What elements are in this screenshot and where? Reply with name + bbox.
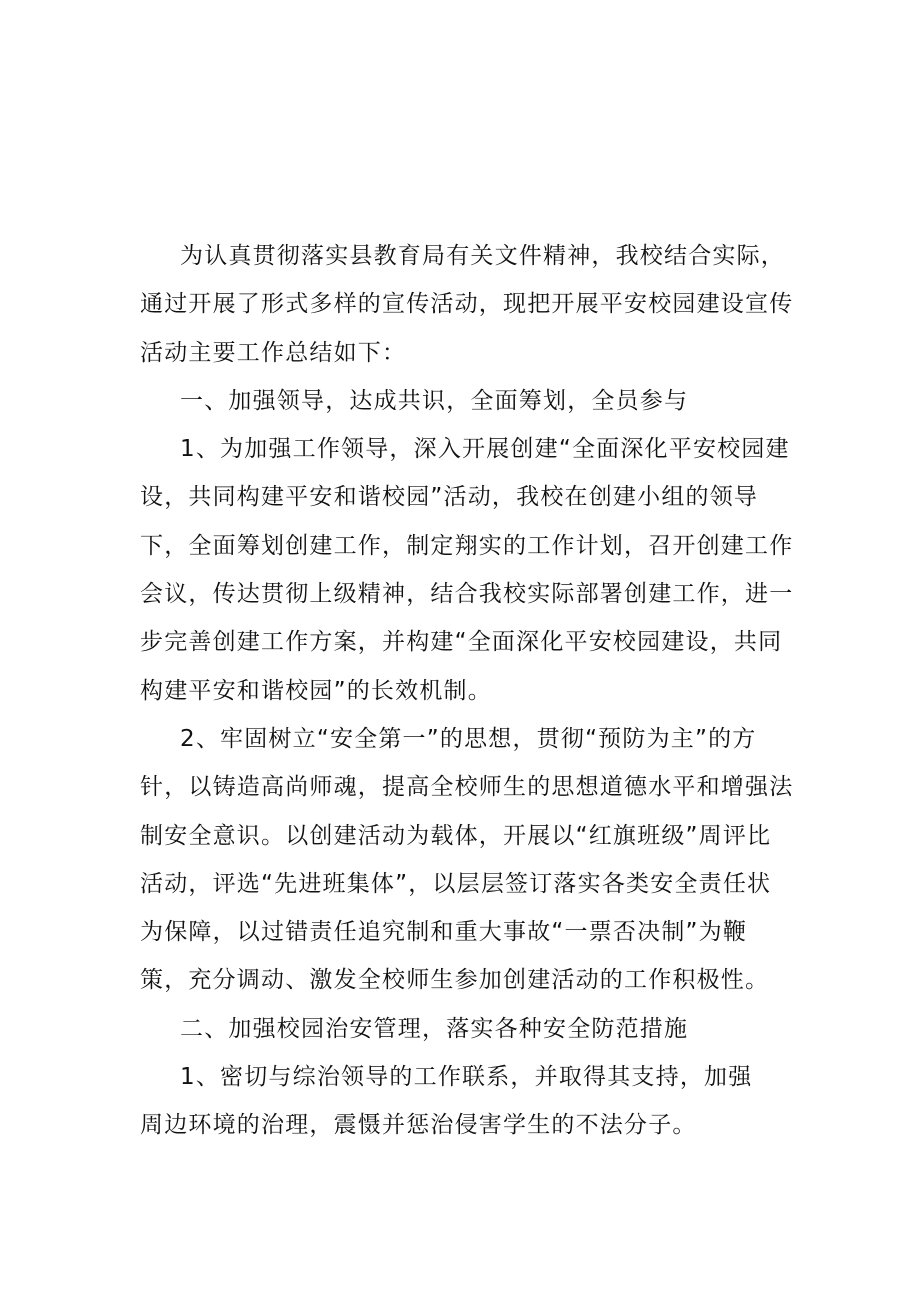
paragraph-line: 下，全面筹划创建工作，制定翔实的工作计划，召开创建工作: [140, 532, 794, 559]
paragraph-line: 周边环境的治理，震慑并惩治侵害学生的不法分子。: [140, 1112, 697, 1139]
paragraph-line: 为认真贯彻落实县教育局有关文件精神，我校结合实际，: [180, 243, 785, 269]
section-heading: 二、加强校园治安管理，落实各种安全防范措施: [180, 1015, 689, 1042]
item-paragraph-2-1: [140, 1053, 770, 1150]
paragraph-line: 1、为加强工作领导，深入开展创建“全面深化平安校园建: [180, 436, 790, 463]
paragraph-line: 活动，评选“先进班集体”，以层层签订落实各类安全责任状: [140, 870, 772, 897]
paragraph-line: 步完善创建工作方案，并构建“全面深化平安校园建设，共同: [140, 629, 783, 656]
paragraph-line: 2、牢固树立“安全第一”的思想，贯彻“预防为主”的方: [180, 725, 757, 752]
paragraph-line: 构建平安和谐校园”的长效机制。: [140, 677, 492, 704]
item-paragraph-1-1: [140, 425, 794, 715]
intro-paragraph: [140, 232, 794, 377]
paragraph-line: 为保障，以过错责任追究制和重大事故“一票否决制”为鞭: [140, 919, 748, 946]
paragraph-line: 活动主要工作总结如下：: [140, 339, 407, 366]
document-body: [140, 232, 794, 1150]
paragraph-line: 设，共同构建平安和谐校园”活动，我校在创建小组的领导: [140, 484, 759, 511]
section-heading-1: [140, 377, 770, 425]
paragraph-line: 会议，传达贯彻上级精神，结合我校实际部署创建工作，进一: [140, 581, 794, 608]
item-paragraph-1-2: [140, 715, 794, 1005]
paragraph-line: 通过开展了形式多样的宣传活动，现把开展平安校园建设宣传: [140, 291, 794, 318]
section-heading-2: [140, 1005, 770, 1053]
section-heading: 一、加强领导，达成共识，全面筹划，全员参与: [180, 387, 689, 414]
paragraph-line: 1、密切与综治领导的工作联系，并取得其支持，加强: [180, 1064, 753, 1091]
paragraph-line: 针，以铸造高尚师魂，提高全校师生的思想道德水平和增强法: [140, 774, 794, 801]
paragraph-line: 制安全意识。以创建活动为载体，开展以“红旗班级”周评比: [140, 822, 772, 849]
paragraph-line: 策，充分调动、激发全校师生参加创建活动的工作积极性。: [140, 967, 770, 994]
